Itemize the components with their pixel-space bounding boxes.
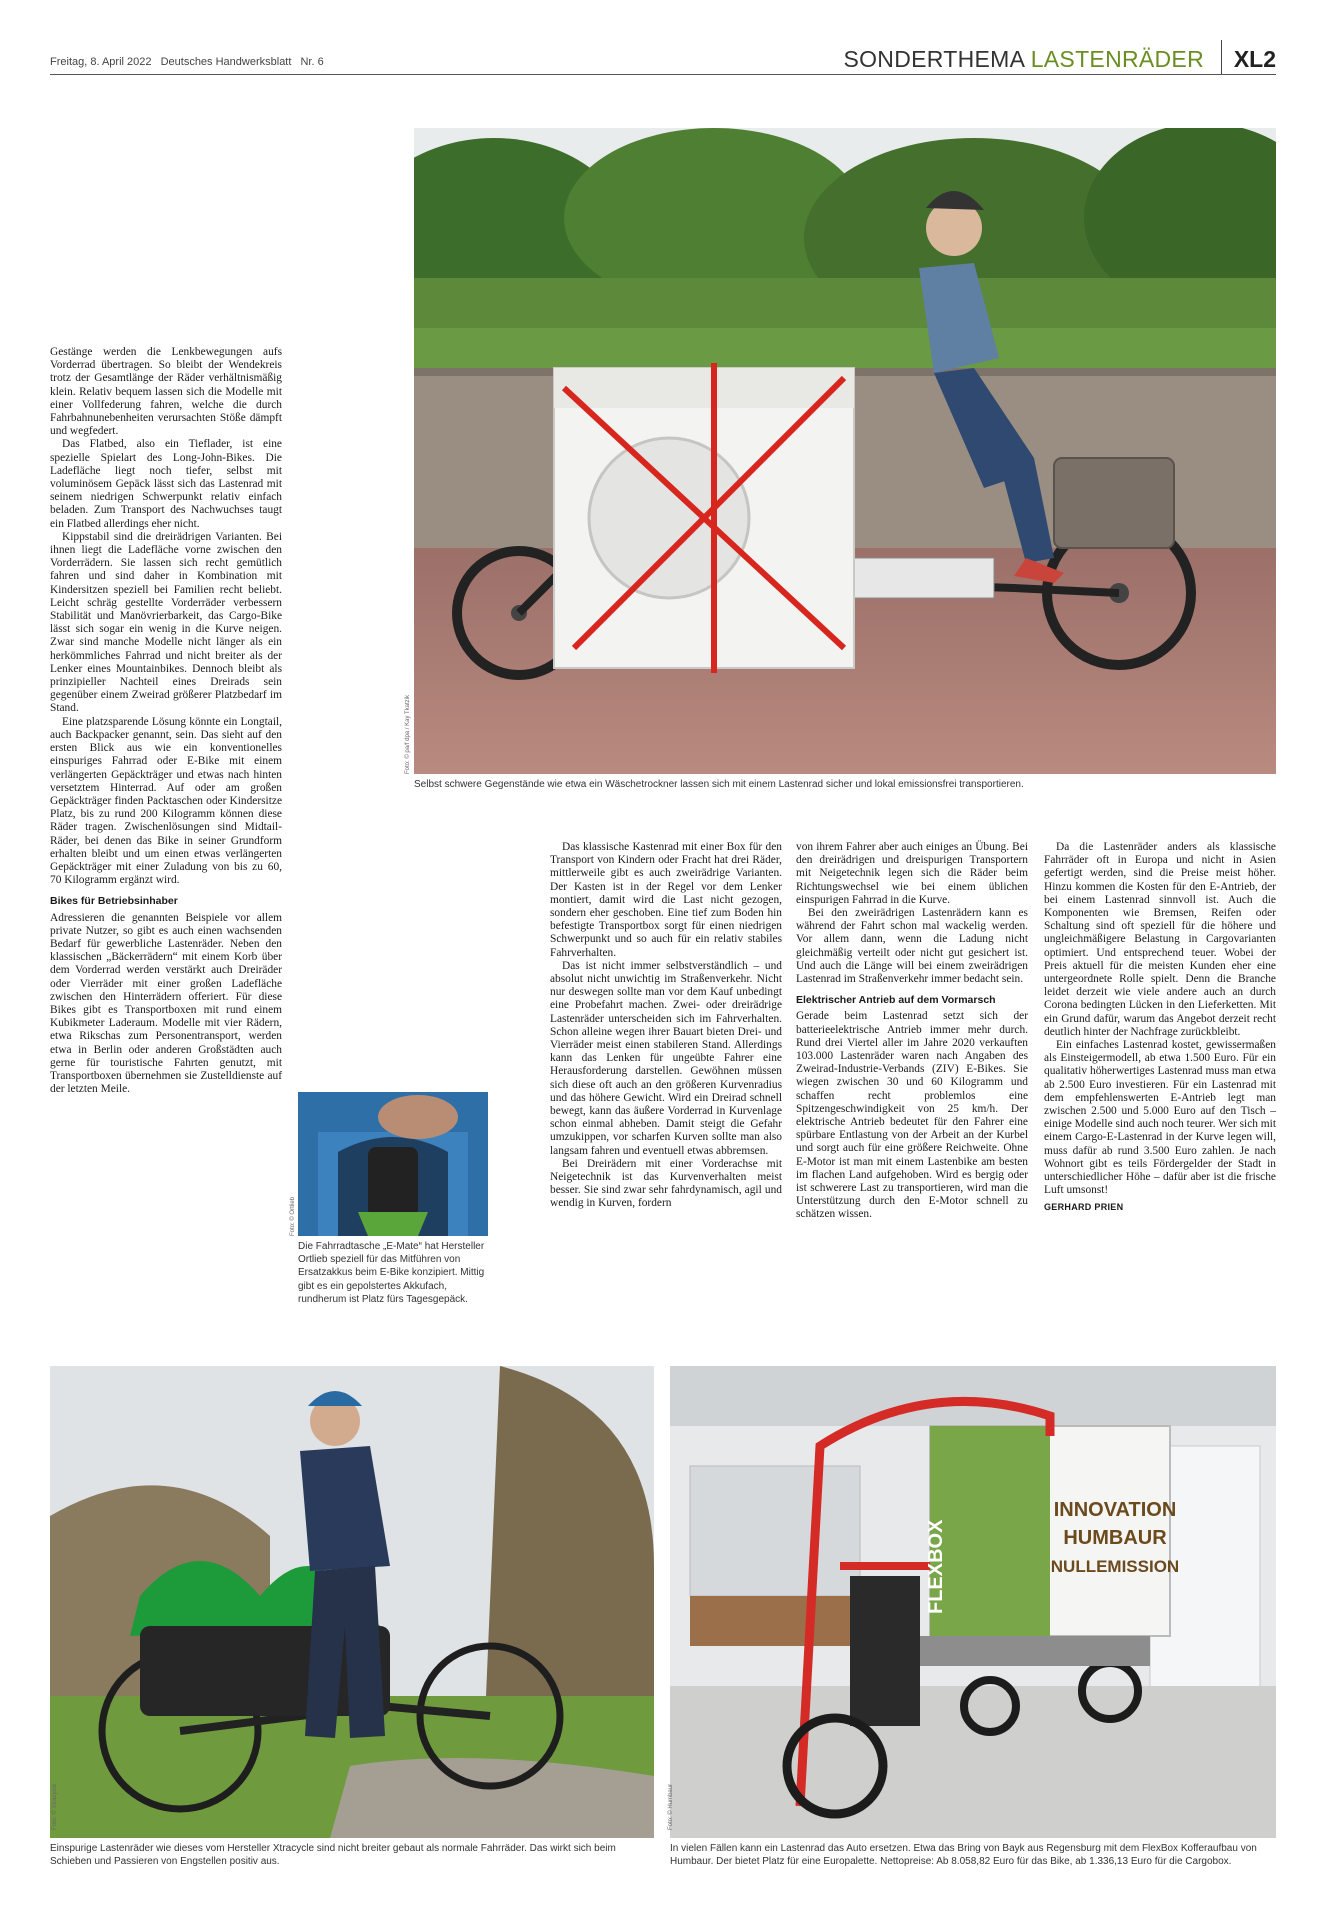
page-number: XL2 — [1233, 46, 1276, 72]
paragraph: Das klassische Kastenrad mit einer Box für den Transport von Kindern oder Fracht hat drei Räder, mittlerweile gibt es auch zweirädrige Varianten. Der Kasten ist in der Regel vor dem Lenker montiert, damit wird die Last nicht gezogen, sondern eher geschoben. Eine tief zum Boden hin befestigte Transportbox sorgt für einen niedrigen Schwerpunkt und so auch für ein relativ stabiles Fahrverhalten. — [550, 841, 782, 959]
section-title — [843, 46, 1204, 73]
paragraph: Bei den zweirädrigen Lastenrädern kann es während der Fahrt schon mal wackelig werden. Vor allem dann, wenn die Ladung nicht gleichmäßig verteilt oder nicht gut gesichert ist. Und auch die Länge will bei einem zweirädrigen Lastenrad im Straßenverkehr immer bedacht sein. — [796, 907, 1028, 986]
issue-meta — [50, 56, 330, 68]
box-side-text: FLEXBOX — [925, 1519, 947, 1614]
paragraph: Eine platzsparende Lösung könnte ein Longtail, auch Backpacker genannt, sein. Das sieht auf den ersten Blick aus wie ein konventionelles einspuriges Fahrrad oder E-Bike mit einem verlängerten Gepäckträger und etwas nach hinten versetztem Hinterrad. Auf oder am großen Gepäckträger finden Packtaschen oder Kindersitze Platz, bis zu rund 200 Kilogramm können diese Räder tragen. Zwischenlösungen sind Midtail-Räder, bei denen das Bike in seiner Grundform erhalten bleibt und um einen etwas verlängerten Gepäckträger mit einer Zuladung von bis zu 60, 70 Kilogramm ergänzt wird. — [50, 715, 282, 887]
photo-credit-bag: Foto: © Ortlieb — [290, 1196, 296, 1236]
article-column-3 — [796, 841, 1028, 1222]
paragraph: Bei Dreirädern mit einer Vorderachse mit Neigetechnik ist das Kurvenverhalten meist besser. Sie sind zwar sehr fahrdynamisch, agil und wendig in Kurven, fordern — [550, 1157, 782, 1210]
caption-main: Selbst schwere Gegenstände wie etwa ein Wäschetrockner lassen sich mit einem Lastenrad sicher und lokal emissionsfrei transportieren. — [414, 779, 1024, 790]
flexbox-illustration — [670, 1366, 1276, 1838]
photo-credit-main: Foto: © pa/f dpa / Kay Tkatzik — [405, 694, 411, 774]
subheading-bikes-betriebsinhaber: Bikes für Betriebsinhaber — [50, 895, 178, 908]
section-title-prefix: SONDERTHEMA — [843, 46, 1024, 72]
box-text-humbaur: HUMBAUR — [1063, 1527, 1167, 1549]
photo-credit-xtracycle: Foto: © Xtracycle — [52, 1783, 58, 1830]
caption-bag: Die Fahrradtasche „E-Mate“ hat Hersteller Ortlieb speziell für das Mitführen von Ersatzakkus beim E-Bike konzipiert. Mittig gibt es ein gepolstertes Akkufach, rundherum ist Platz fürs Tagesgepäck. — [298, 1241, 485, 1305]
paragraph: Da die Lastenräder anders als klassische Fahrräder oft in Europa und nicht in Asien gefertigt werden, sind die Preise meist höher. Hinzu kommen die Kosten für den E-Antrieb, der bei einem Lastenrad sinnvoll ist. Auch die Komponenten wie Bremsen, Reifen oder Schaltung sind oft speziell für die höhere und ungleichmäßigere Belastung in Cargovarianten optimiert. Und entsprechend teuer. Wobei der Preis aktuell für die meisten Kunden eher eine untergeordnete Rolle spielt. Denn die Branche leidet derzeit wie viele andere auch an durch Corona bedingten Lücken in den Lieferketten. Mit ein Grund dafür, warum das Angebot derzeit recht deutlich hinter der Nachfrage zurückbleibt. — [1044, 841, 1276, 1038]
photo-ortlieb-bag — [298, 1092, 488, 1236]
bag-illustration — [298, 1092, 488, 1236]
header-rule — [50, 74, 1276, 75]
xtracycle-illustration — [50, 1366, 654, 1838]
paragraph: Gestänge werden die Lenkbewegungen aufs Vorderrad übertragen. So bleibt der Wendekreis trotz der Gesamtlänge der Räder verhältnismäßig klein. Relativ bequem lassen sich die Modelle mit einer Vollfederung fahren, welche die durch Fahrbahnunebenheiten verursachten Stöße dämpft und wegfedert. — [50, 346, 282, 438]
article-column-1 — [50, 346, 282, 1096]
paragraph: Gerade beim Lastenrad setzt sich der batterieelektrische Antrieb immer mehr durch. Rund drei Viertel aller im Jahre 2020 verkauften 103.000 Lastenräder waren nach Angaben des Zweirad-Industrie-Verbands (ZIV) E-Bikes. Sie wiegen zwischen 30 und 60 Kilogramm und schaffen recht problemlos eine Spitzengeschwindigkeit von 25 km/h. Der elektrische Antrieb bedeutet für den Fahrer eine spürbare Entlastung von der Arbeit an der Kurbel und sorgt auch für eine größere Reichweite. Ohne E-Motor ist man mit einem Lastenbike am besten im flachen Land aufgehoben. Wird es bergig oder ist schwerere Last zu transportieren, wird man die Unterstützung durch den E-Motor schnell zu schätzen wissen. — [796, 1010, 1028, 1221]
issue-date: Freitag, 8. April 2022 — [50, 56, 152, 68]
box-text-innovation: INNOVATION — [1053, 1499, 1177, 1521]
caption-xtracycle: Einspurige Lastenräder wie dieses vom Hersteller Xtracycle sind nicht breiter gebaut als normale Fahrräder. Das wirkt sich beim Schieben und Passieren von Engstellen positiv aus. — [50, 1843, 616, 1868]
page-header — [50, 44, 1276, 76]
paragraph: Kippstabil sind die dreirädrigen Varianten. Bei ihnen liegt die Ladefläche vorne zwischen den Vorderrädern. Sie lassen sich recht gemütlich fahren und sind daher in Kombination mit Kindersitzen speziell bei Familien recht beliebt. Leicht schräg gestellte Vorderräder verbessern Stabilität und Manövrierbarkeit, das Cargo-Bike lässt sich sogar ein wenig in die Kurve neigen. Zwar sind manche Modelle nicht länger als ein herkömmliches Fahrrad und nicht breiter als der Lenker eines Mountainbikes. Dennoch bleibt als prinzipieller Nachteil eines Dreirads sein gegenüber einem Zweirad größerer Platzbedarf im Stand. — [50, 530, 282, 715]
photo-humbaur-flexbox — [670, 1366, 1276, 1838]
photo-xtracycle-longtail — [50, 1366, 654, 1838]
paragraph: Das Flatbed, also ein Tieflader, ist eine spezielle Spielart des Long-John-Bikes. Die Ladefläche liegt noch tiefer, selbst mit voluminösem Gepäck lässt sich das Lastenrad mit seinem niedrigen Schwerpunkt relativ einfach beladen. Zum Transport des Nachwuchses taugt ein Flatbed allerdings eher nicht. — [50, 438, 282, 530]
cargo-bike-illustration — [414, 128, 1276, 774]
paragraph: Adressieren die genannten Beispiele vor allem private Nutzer, so gibt es auch einen wachsenden Bedarf für gewerbliche Lastenräder. Neben den klassischen „Bäckerrädern“ mit einem Korb über dem Vorderrad werden verstärkt auch Dreiräder oder Vierräder mit einer großen Ladefläche zwischen den Hinterrädern offeriert. Für diese Bikes gibt es Transportboxen mit rund einem Kubikmeter Laderaum. Modelle mit vier Rädern, etwa Rikschas zum Personentransport, werden etwa in Berlin oder anderen Großstädten auch gerne für touristische Fahrten genutzt, mit Transportboxen übernehmen sie Zustelldienste auf der letzten Meile. — [50, 911, 282, 1096]
section-title-accent: LASTENRÄDER — [1030, 46, 1204, 72]
subheading-elektrischer-antrieb: Elektrischer Antrieb auf dem Vormarsch — [796, 994, 996, 1007]
issue-number: Nr. 6 — [300, 56, 324, 68]
box-text-nullemission: NULLEMISSION — [1050, 1557, 1180, 1576]
article-column-2 — [550, 841, 782, 1211]
paragraph: Das ist nicht immer selbstverständlich – und absolut nicht unwichtig im Straßenverkehr. Nicht nur deswegen sollte man vor dem Kauf unbedingt eine Probefahrt machen. Zwei- oder dreirädrige Lastenräder unterscheiden sich im Fahrverhalten. Schon alleine wegen ihrer Bauart bieten Drei- und Vierräder meist einen stabileren Stand. Allerdings kann das Lenken für ungeübte Fahrer eine Herausforderung darstellen. Gewöhnen müssen sich diese oft auch an den größeren Kurvenradius und das höhere Gewicht. Wird ein Dreirad schnell bewegt, kann das äußere Vorderrad in Kurvenlage schon einmal abheben. Damit steigt die Gefahr umzukippen, vor scharfen Kurven sollte man also langsam fahren und eventuell etwas abbremsen. — [550, 959, 782, 1157]
paragraph: von ihrem Fahrer aber auch einiges an Übung. Bei den dreirädrigen und dreispurigen Transportern mit Neigetechnik legen sich die Räder beim Richtungswechsel wie bei einem üblichen einspurigen Fahrrad in die Kurve. — [796, 841, 1028, 906]
photo-cargo-bike-dryer — [414, 128, 1276, 774]
header-divider — [1221, 40, 1222, 74]
paragraph: Ein einfaches Lastenrad kostet, gewissermaßen als Einsteigermodell, ab etwa 1.500 Euro. Für ein qualitativ höherwertiges Lastenrad muss man etwa ab 2.500 Euro investieren. Für ein Lastenrad mit dem empfehlenswerten E-Antrieb legt man zwischen 2.500 und 5.000 Euro auf den Tisch – einige Modelle sind auch noch teurer. Wer sich mit einem Cargo-E-Lastenrad in der Kurve legen will, muss dafür ab rund 3.500 Euro zahlen. Je nach Wohnort gibt es teils Fördergelder der Stadt in unterschiedlicher Höhe – dafür aber ist die frische Luft umsonst! — [1044, 1039, 1276, 1197]
photo-credit-humbaur: Foto: © Humbaur — [668, 1783, 674, 1830]
publication-name: Deutsches Handwerksblatt — [160, 56, 292, 68]
author-byline: GERHARD PRIEN — [1044, 1202, 1124, 1213]
article-column-4 — [1044, 841, 1276, 1215]
caption-humbaur: In vielen Fällen kann ein Lastenrad das Auto ersetzen. Etwa das Bring von Bayk aus Regensburg mit dem FlexBox Kofferaufbau von Humbaur. Der bietet Platz für eine Europalette. Nettopreise: Ab 8.058,82 Euro für das Bike, ab 1.336,13 Euro für die Cargobox. — [670, 1843, 1257, 1868]
